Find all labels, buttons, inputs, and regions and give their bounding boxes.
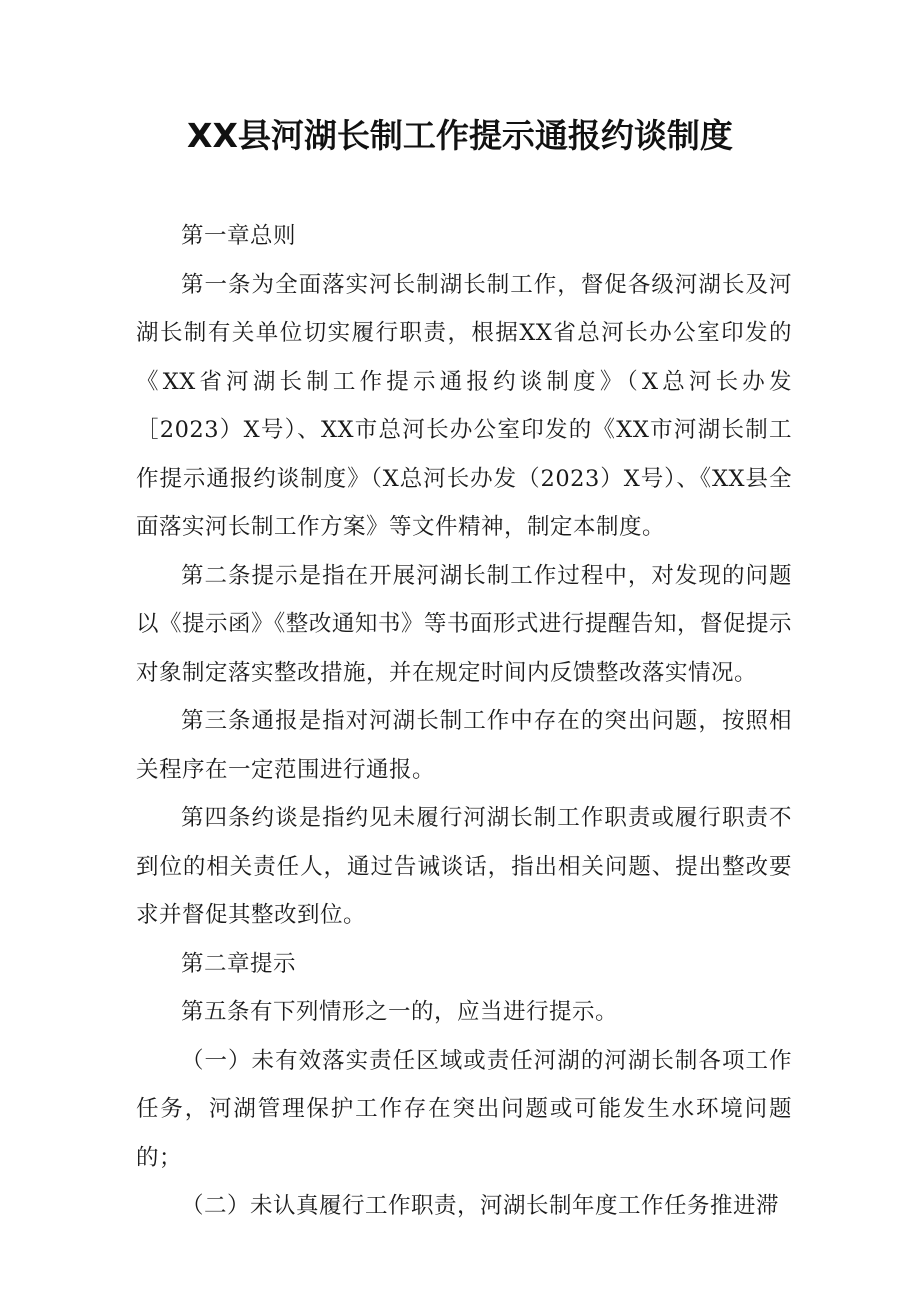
article-paragraph: 第三条通报是指对河湖长制工作中存在的突出问题，按照相关程序在一定范围进行通报。 [136, 708, 792, 783]
article-paragraph: 第一条为全面落实河长制湖长制工作，督促各级河湖长及河湖长制有关单位切实履行职责，根据XX省总河长办公室印发的《XX省河湖长制工作提示通报约谈制度》（X总河长办发［2023）X号）、XX市总河长办公室印发的《XX市河湖长制工作提示通报约谈制度》（X总河长办发（2023）X号）、《XX县全面落实河长制工作方案》等文件精神，制定本制度。 [136, 271, 792, 540]
chapter-heading: 第二章提示 [181, 950, 297, 977]
chapter-heading: 第一章总则 [181, 223, 297, 249]
list-item-paragraph: （一）未有效落实责任区域或责任河湖的河湖长制各项工作任务，河湖管理保护工作存在突出问题或可能发生水环境问题的； [136, 1047, 792, 1171]
document-body [136, 212, 792, 1231]
list-item-paragraph: （二）未认真履行工作职责，河湖长制年度工作任务推进滞 [181, 1193, 780, 1219]
article-paragraph: 第四条约谈是指约见未履行河湖长制工作职责或履行职责不到位的相关责任人，通过告诫谈话，指出相关问题、提出整改要求并督促其整改到位。 [136, 805, 792, 928]
article-paragraph: 第五条有下列情形之一的，应当进行提示。 [181, 999, 619, 1025]
article-paragraph: 第二条提示是指在开展河湖长制工作过程中，对发现的问题以《提示函》《整改通知书》等书面形式进行提醒告知，督促提示对象制定落实整改措施，并在规定时间内反馈整改落实情况。 [136, 562, 792, 686]
document-title: XX县河湖长制工作提示通报约谈制度 [187, 116, 733, 155]
